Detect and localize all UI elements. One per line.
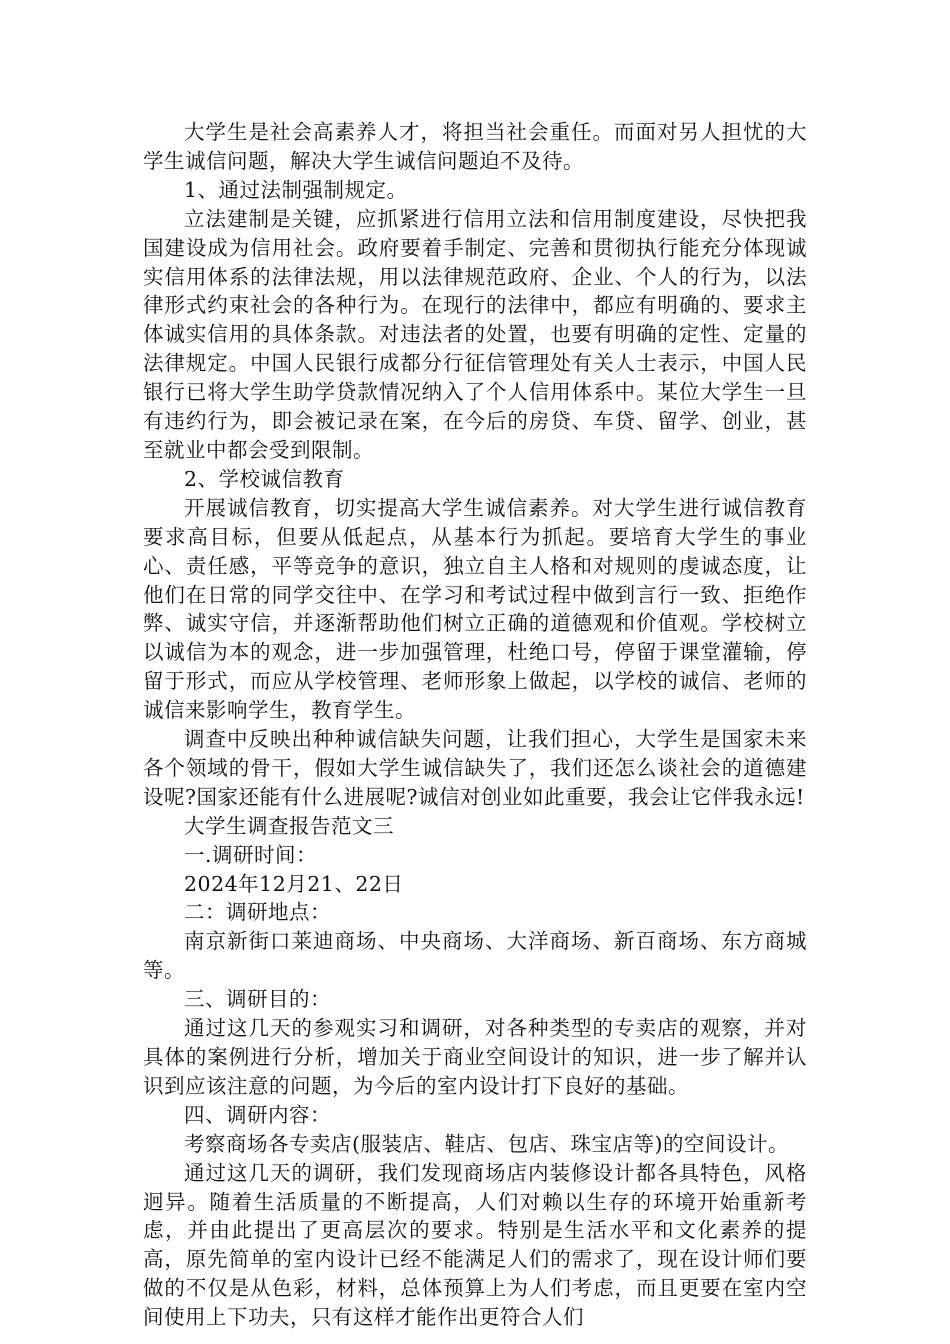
research-purpose: 通过这几天的参观实习和调研，对各种类型的专卖店的观察，并对具体的案例进行分析，增加关于商业空间设计的知识，进一步了解并认识到应该注意的问题，为今后的室内设计打下良好的基础。: [143, 1016, 807, 1098]
heading-purpose: 三、调研目的：: [184, 987, 331, 1012]
heading-content: 四、调研内容：: [184, 1102, 331, 1127]
document-page: [143, 118, 807, 1332]
section-title: 大学生调查报告范文三: [184, 813, 394, 838]
paragraph-law: 立法建制是关键，应抓紧进行信用立法和信用制度建设，尽快把我国建设成为信用社会。政府要着手制定、完善和贯彻执行能充分体现诚实信用体系的法律法规，用以法律规范政府、企业、个人的行为，以法律形式约束社会的各种行为。在现行的法律中，都应有明确的、要求主体诚实信用的具体条款。对违法者的处置，也要有明确的定性、定量的法律规定。中国人民银行成都分行征信管理处有关人士表示，中国人民银行已将大学生助学贷款情况纳入了个人信用体系中。某位大学生一旦有违约行为，即会被记录在案，在今后的房贷、车贷、留学、创业，甚至就业中都会受到限制。: [143, 206, 807, 462]
paragraph-conclusion: 调查中反映出种种诚信缺失问题，让我们担心，大学生是国家未来各个领域的骨干，假如大学生诚信缺失了，我们还怎么谈社会的道德建设呢?国家还能有什么进展呢?诚信对创业如此重要，我会让它伴我永远!: [143, 727, 807, 809]
paragraph-school: 开展诚信教育，切实提高大学生诚信素养。对大学生进行诚信教育要求高目标，但要从低起点，从基本行为抓起。要培育大学生的事业心、责任感，平等竞争的意识，独立自主人格和对规则的虔诚态度，让他们在日常的同学交往中、在学习和考试过程中做到言行一致、拒绝作弊、诚实守信，并逐渐帮助他们树立正确的道德观和价值观。学校树立以诚信为本的观念，进一步加强管理，杜绝口号，停留于课堂灌输，停留于形式，而应从学校管理、老师形象上做起，以学校的诚信、老师的诚信来影响学生，教育学生。: [143, 495, 807, 723]
heading-location: 二：调研地点：: [184, 900, 331, 925]
heading-time: 一.调研时间：: [184, 842, 318, 867]
research-location: 南京新街口莱迪商场、中央商场、大洋商场、新百商场、东方商城等。: [143, 929, 807, 983]
heading-school: 2、学校诚信教育: [184, 466, 345, 491]
research-content: 考察商场各专卖店(服装店、鞋店、包店、珠宝店等)的空间设计。: [184, 1131, 789, 1156]
heading-law: 1、通过法制强制规定。: [184, 177, 408, 202]
paragraph-findings: 通过这几天的调研，我们发现商场店内装修设计都各具特色，风格迥异。随着生活质量的不断提高，人们对赖以生存的环境开始重新考虑，并由此提出了更高层次的要求。特别是生活水平和文化素养的提高，原先简单的室内设计已经不能满足人们的需求了，现在设计师们要做的不仅是从色彩，材料，总体预算上为人们考虑，而且更要在室内空间使用上下功夫，只有这样才能作出更符合人们: [143, 1160, 807, 1330]
paragraph-intro: 大学生是社会高素养人才，将担当社会重任。而面对另人担忧的大学生诚信问题，解决大学生诚信问题迫不及待。: [143, 120, 807, 173]
research-date: 2024年12月21、22日: [184, 871, 404, 896]
